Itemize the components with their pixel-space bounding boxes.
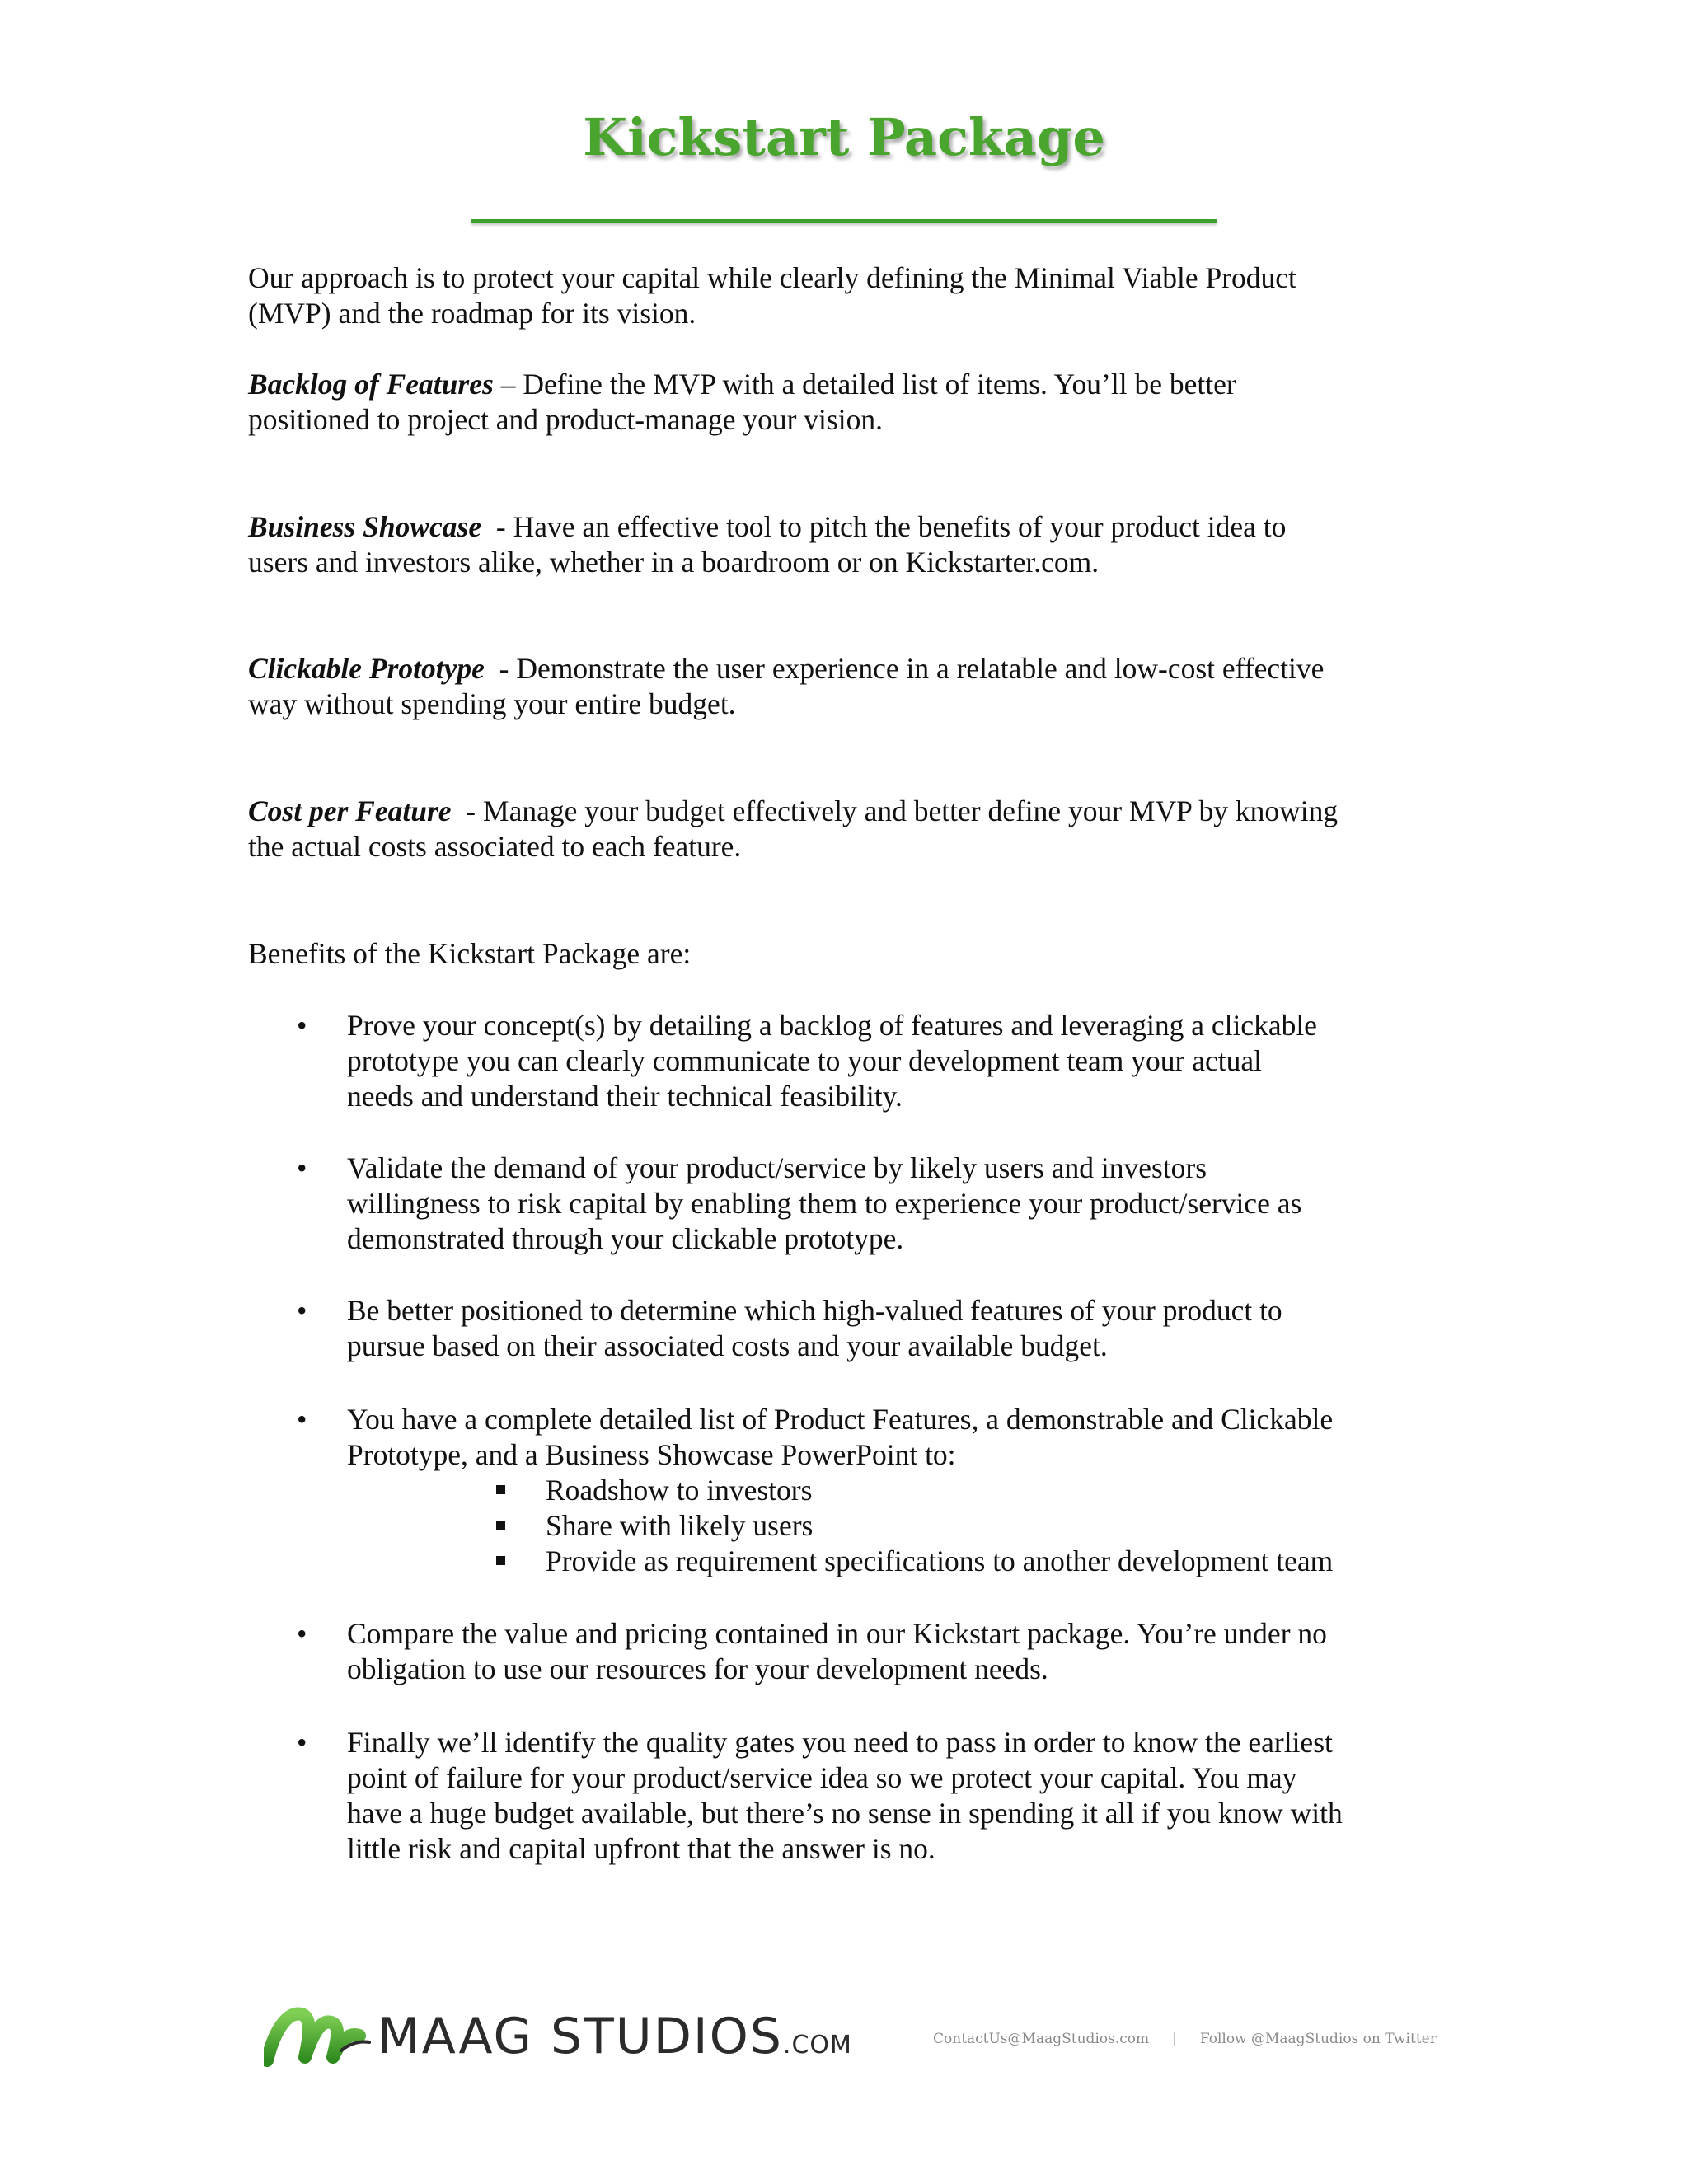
bullet-marker: • [297,1151,307,1184]
benefit-line: little risk and capital upfront that the answer is no. [347,1832,935,1865]
benefit-line: You have a complete detailed list of Product Features, a demonstrable and Clickable [347,1403,1334,1436]
benefit-line: needs and understand their technical feasibility. [347,1080,903,1113]
bullet-marker: • [297,1009,307,1042]
feature-description: Define the MVP with a detailed list of items. You’ll be better [523,368,1236,401]
bullet-marker: • [297,1617,307,1650]
feature-term: Cost per Feature [248,794,452,827]
benefit-line: Compare the value and pricing contained in our Kickstart package. You’re under no [347,1617,1327,1650]
feature-separator: - [484,652,517,685]
feature-description: Have an effective tool to pitch the benefits of your product idea to [513,510,1287,543]
logo-suffix: .COM [782,2031,852,2060]
benefit-item-5 [347,1616,1451,1687]
page-title: Kickstart Package [583,107,1105,167]
bullet-marker: • [297,1294,307,1327]
feature-description-cont: the actual costs associated to each feature. [248,830,742,863]
benefit-line: obligation to use our resources for your development needs. [347,1652,1048,1685]
benefit-item-6 [347,1725,1451,1867]
sub-bullet-marker [496,1521,505,1530]
twitter-link[interactable]: Follow @MaagStudios on Twitter [1199,2031,1437,2047]
feature-description-cont: way without spending your entire budget. [248,687,736,720]
feature-term: Clickable Prototype [248,652,485,685]
benefit-line: point of failure for your product/service idea so we protect your capital. You may [347,1761,1297,1794]
sub-bullet-marker [496,1556,505,1565]
feature-term: Business Showcase [248,510,482,543]
intro-line-1: Our approach is to protect your capital while clearly defining the Minimal Viable Product [248,261,1296,294]
feature-separator: - [481,510,513,543]
feature-backlog [248,367,1451,438]
logo-wordmark [377,2008,852,2074]
bullet-marker: • [297,1403,307,1436]
feature-separator: - [451,794,483,827]
sub-item-share: Share with likely users [546,1509,814,1542]
sub-item-roadshow: Roadshow to investors [546,1474,813,1507]
sub-item-provide: Provide as requirement specifications to another development team [546,1544,1334,1577]
benefit-line: pursue based on their associated costs and your available budget. [347,1329,1108,1362]
benefit-line: demonstrated through your clickable prototype. [347,1222,904,1255]
benefit-item-2 [347,1151,1451,1257]
benefit-item-4 [347,1402,1451,1473]
benefit-item-1 [347,1008,1451,1114]
footer-separator: | [1172,2031,1177,2047]
logo-name: MAAG STUDIOS [377,2008,783,2065]
benefit-line: have a huge budget available, but there’s no sense in spending it all if you know with [347,1797,1343,1830]
feature-clickable-prototype [248,651,1451,722]
maag-logo-icon [264,2003,371,2069]
intro-line-2: (MVP) and the roadmap for its vision. [248,297,696,330]
benefit-line: willingness to risk capital by enabling them to experience your product/service as [347,1187,1302,1220]
benefit-line: prototype you can clearly communicate to your development team your actual [347,1044,1262,1077]
feature-description-cont: positioned to project and product-manage your vision. [248,403,883,436]
intro-paragraph [248,260,1451,331]
footer-links [933,2031,1437,2047]
feature-business-showcase [248,509,1451,580]
benefit-line: Be better positioned to determine which high-valued features of your product to [347,1294,1282,1327]
benefits-heading: Benefits of the Kickstart Package are: [248,937,692,970]
feature-description: Demonstrate the user experience in a relatable and low-cost effective [516,652,1325,685]
benefit-item-3 [347,1293,1451,1364]
feature-description: Manage your budget effectively and better define your MVP by knowing [483,794,1339,827]
title-underline [471,219,1217,223]
benefit-line: Validate the demand of your product/service by likely users and investors [347,1151,1207,1184]
footer [264,2003,1451,2069]
bullet-marker: • [297,1726,307,1759]
benefit-line: Finally we’ll identify the quality gates you need to pass in order to know the earliest [347,1726,1333,1759]
benefit-line: Prototype, and a Business Showcase PowerPoint to: [347,1438,956,1471]
sub-bullet-marker [496,1485,505,1494]
benefit-line: Prove your concept(s) by detailing a backlog of features and leveraging a clickable [347,1009,1317,1042]
contact-email-link[interactable]: ContactUs@MaagStudios.com [933,2031,1150,2047]
feature-term: Backlog of Features [248,368,494,401]
feature-separator: – [493,368,523,401]
feature-description-cont: users and investors alike, whether in a boardroom or on Kickstarter.com. [248,546,1100,579]
feature-cost-per-feature [248,794,1451,865]
